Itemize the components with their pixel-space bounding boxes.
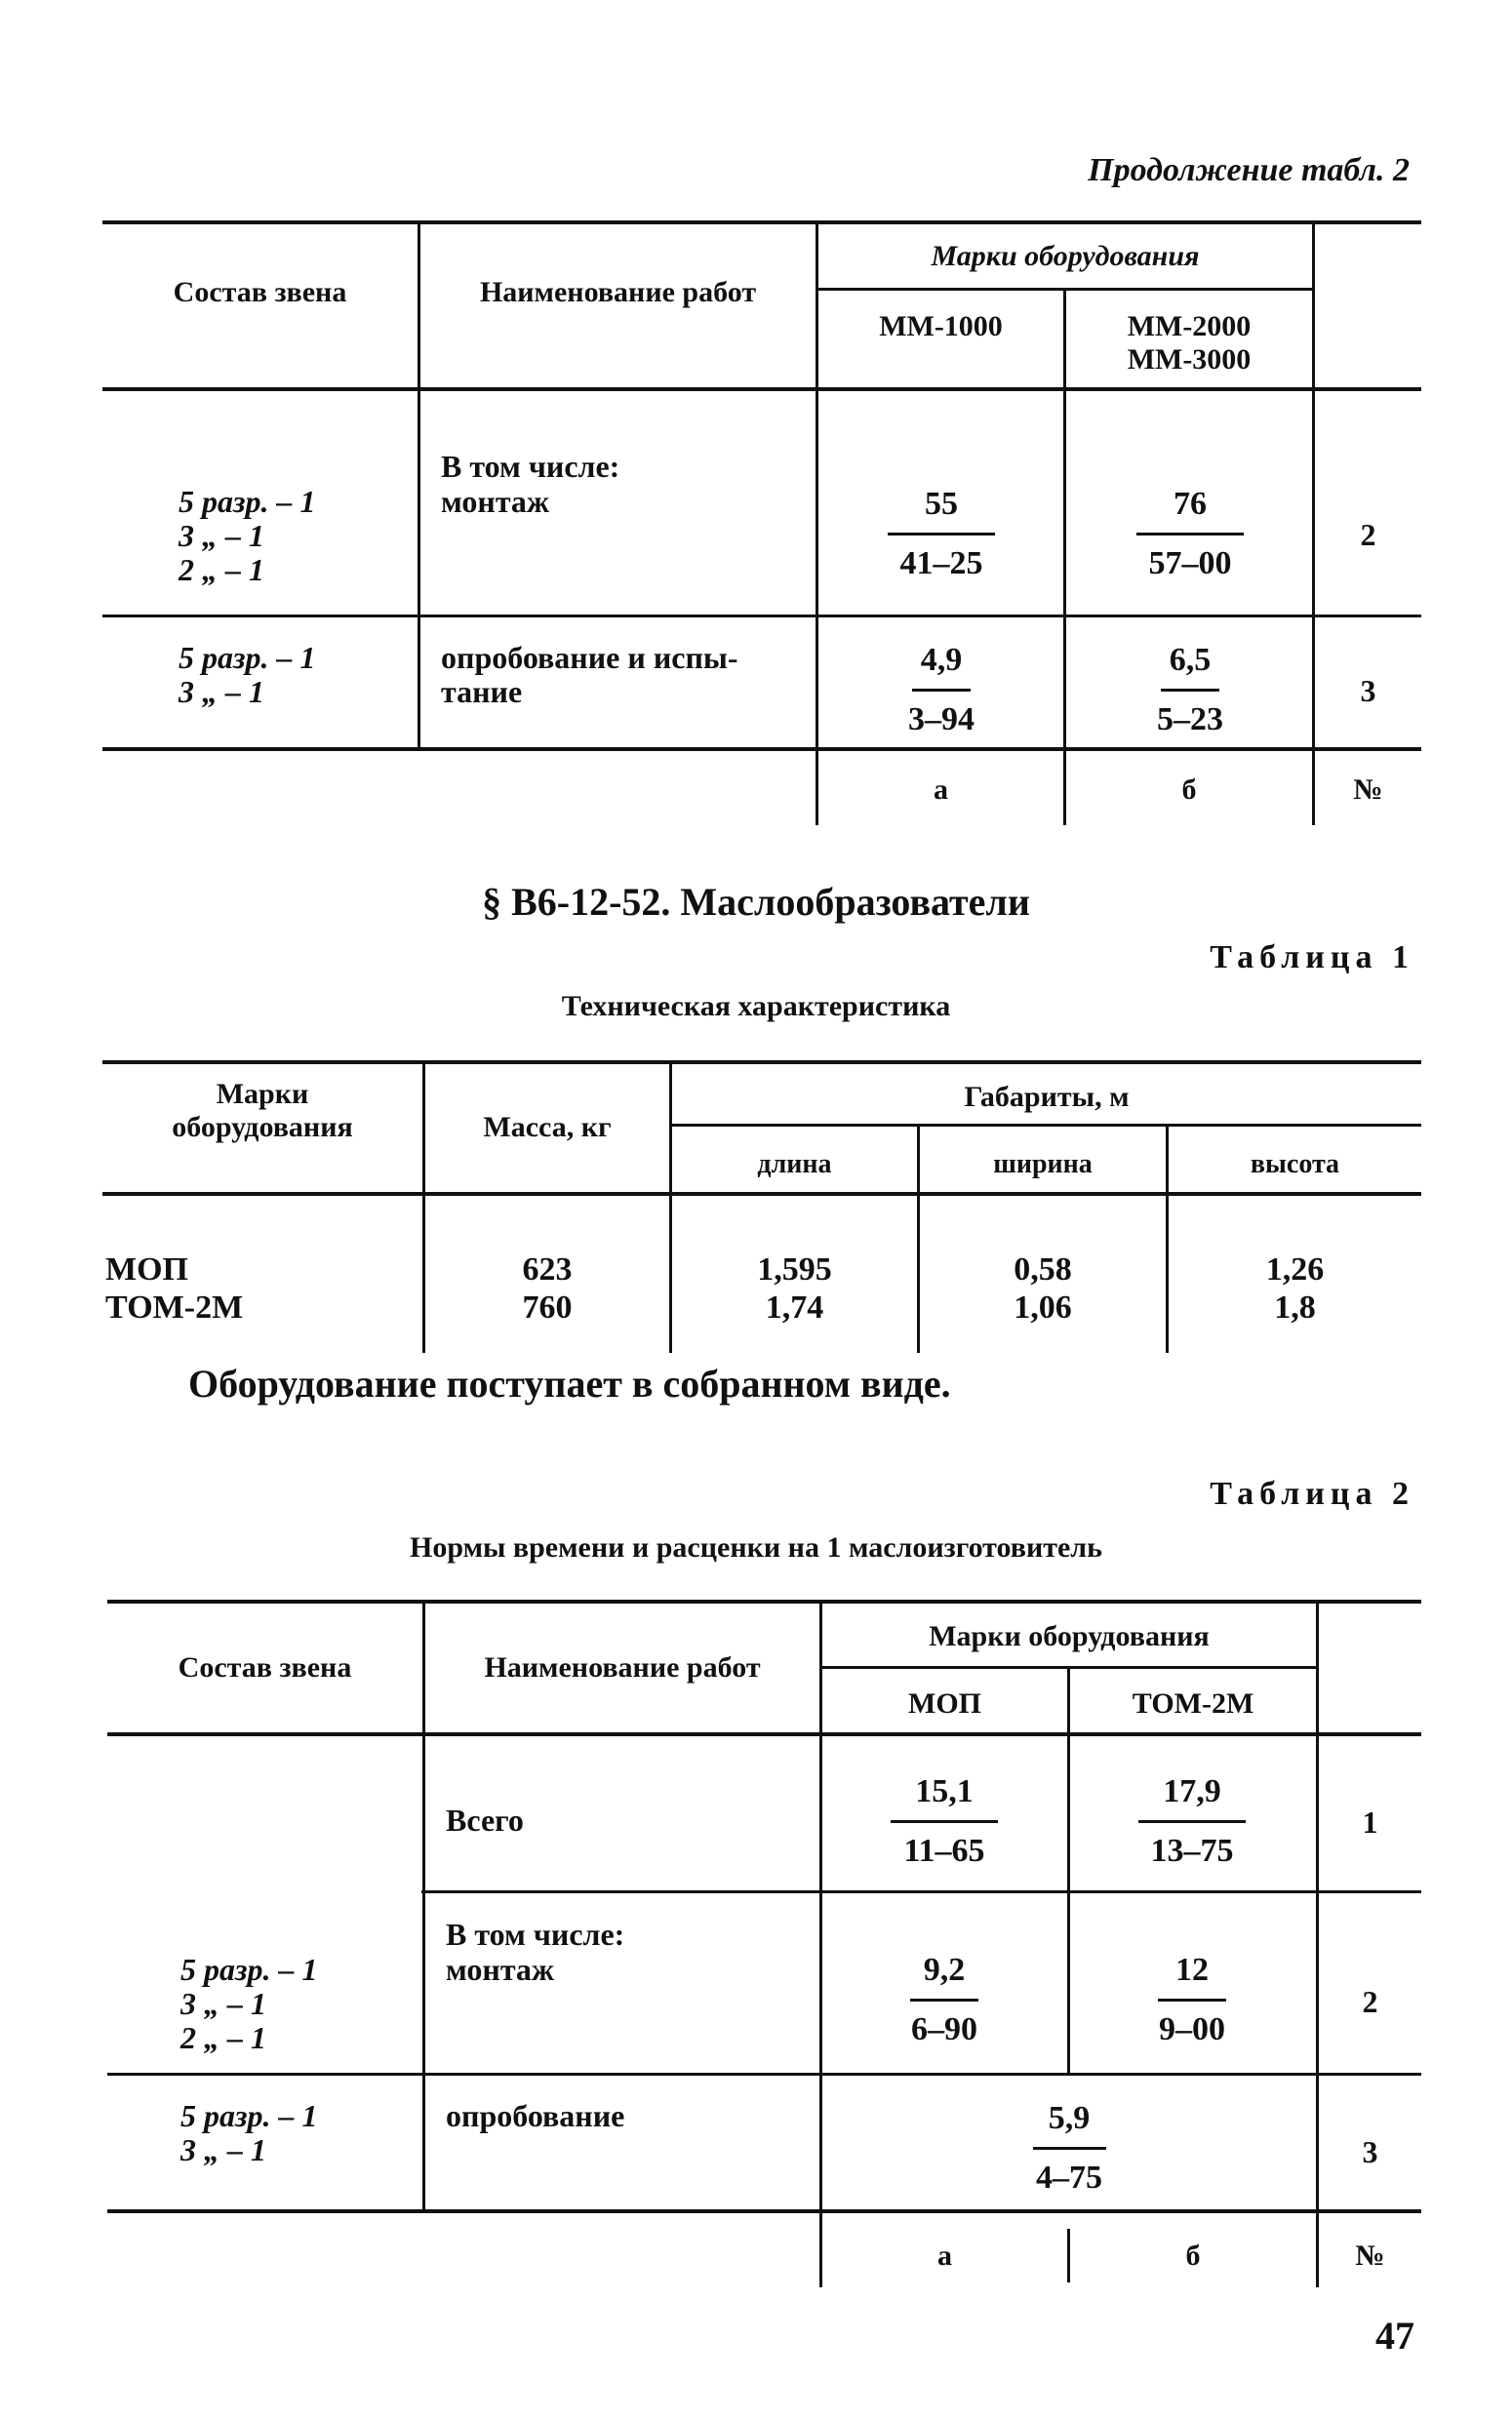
row-number: 2 (1360, 517, 1376, 552)
norm-value: 9,2 (923, 1952, 966, 1988)
col-marks-header: оборудования (172, 1111, 353, 1143)
norm-value: 12 (1175, 1952, 1209, 1988)
price-value: 5–23 (1157, 701, 1223, 737)
mass-cell: 760 (522, 1289, 573, 1326)
height-cell: 1,26 (1265, 1251, 1325, 1288)
col-a-header: МОП (908, 1687, 981, 1720)
price-value: 11–65 (903, 1833, 985, 1869)
norm-value: 76 (1174, 486, 1207, 522)
norm-value: 55 (925, 486, 958, 522)
norm-value: 4,9 (920, 642, 963, 678)
continuation-label: Продолжение табл. 2 (1088, 152, 1410, 188)
sostav-line: 2 „ – 1 (180, 2020, 266, 2055)
work-line: Всего (446, 1803, 524, 1838)
price-value: 9–00 (1159, 2011, 1225, 2047)
mass-cell: 623 (522, 1251, 573, 1288)
table2-caption: Нормы времени и расценки на 1 маслоизготовитель (410, 1531, 1102, 1564)
sostav-line: 2 „ – 1 (179, 552, 264, 587)
col-marks-header: Марки оборудования (931, 240, 1200, 272)
col-sostav-header: Состав звена (178, 1651, 352, 1684)
foot-b: б (1181, 774, 1197, 806)
work-line: монтаж (441, 484, 550, 519)
col-sostav-header: Состав звена (173, 276, 347, 308)
mark-cell: МОП (105, 1251, 188, 1288)
col-b-header: ТОМ-2М (1132, 1687, 1254, 1720)
rate-fraction (1134, 1775, 1251, 1868)
sostav-line: 5 разр. – 1 (179, 640, 316, 675)
norm-value: 6,5 (1169, 642, 1212, 678)
col-marks-header: Марки оборудования (929, 1620, 1210, 1652)
note-text: Оборудование поступает в собранном виде. (188, 1362, 951, 1406)
price-value: 4–75 (1036, 2160, 1102, 2196)
length-cell: 1,595 (757, 1251, 832, 1288)
page-number: 47 (1375, 2314, 1414, 2358)
price-value: 3–94 (908, 701, 975, 737)
sostav-line: 3 „ – 1 (180, 1986, 266, 2021)
rate-fraction (886, 1775, 1003, 1868)
work-line: тание (441, 674, 523, 709)
col-dims-header: Габариты, м (964, 1081, 1130, 1113)
rate-fraction (1011, 2102, 1128, 2195)
table1-label: Таблица 1 (1210, 939, 1414, 975)
sostav-line: 5 разр. – 1 (179, 484, 316, 519)
row-number: 3 (1360, 673, 1376, 708)
row-number: 3 (1362, 2134, 1378, 2169)
norm-value: 17,9 (1163, 1773, 1221, 1809)
foot-no: № (1355, 2240, 1385, 2272)
height-cell: 1,8 (1274, 1289, 1316, 1326)
mark-cell: ТОМ-2М (105, 1289, 244, 1326)
col-height-header: высота (1250, 1149, 1340, 1179)
work-line: опробование (446, 2098, 625, 2133)
row-number: 2 (1362, 1984, 1378, 2019)
work-line: В том числе: (446, 1917, 625, 1952)
col-a-header: ММ-1000 (879, 310, 1003, 342)
col-b-header-2: ММ-3000 (1127, 343, 1252, 376)
col-work-header: Наименование работ (479, 276, 757, 308)
sostav-line: 3 „ – 1 (180, 2132, 266, 2167)
work-line: монтаж (446, 1952, 555, 1987)
rate-fraction (883, 488, 1000, 580)
col-b-header-1: ММ-2000 (1127, 310, 1252, 342)
norm-value: 15,1 (915, 1773, 974, 1809)
price-value: 6–90 (911, 2011, 977, 2047)
price-value: 57–00 (1148, 545, 1232, 581)
table1-caption: Техническая характеристика (561, 990, 951, 1022)
col-marks-header: Марки (216, 1078, 309, 1110)
section-title: § В6-12-52. Маслообразователи (482, 880, 1030, 924)
row-number: 1 (1362, 1805, 1378, 1840)
rate-fraction (1132, 644, 1249, 736)
width-cell: 1,06 (1014, 1289, 1072, 1326)
col-length-header: длина (757, 1149, 832, 1179)
foot-a: а (934, 774, 948, 806)
foot-no: № (1353, 774, 1383, 806)
col-mass-header: Масса, кг (483, 1111, 612, 1143)
col-width-header: ширина (993, 1149, 1093, 1179)
foot-a: а (937, 2240, 952, 2272)
sostav-line: 5 разр. – 1 (180, 2098, 318, 2133)
price-value: 41–25 (899, 545, 983, 581)
price-value: 13–75 (1150, 1833, 1234, 1869)
sostav-line: 3 „ – 1 (179, 518, 264, 553)
rate-fraction (1134, 1954, 1251, 2046)
length-cell: 1,74 (765, 1289, 824, 1326)
table2-label: Таблица 2 (1210, 1476, 1414, 1512)
work-line: В том числе: (441, 449, 620, 484)
rate-fraction (883, 644, 1000, 736)
rate-fraction (1132, 488, 1249, 580)
work-line: опробование и испы- (441, 640, 738, 675)
width-cell: 0,58 (1014, 1251, 1072, 1288)
col-work-header: Наименование работ (484, 1651, 761, 1684)
sostav-line: 3 „ – 1 (179, 674, 264, 709)
rate-fraction (886, 1954, 1003, 2046)
sostav-line: 5 разр. – 1 (180, 1952, 318, 1987)
norm-value: 5,9 (1048, 2100, 1091, 2136)
foot-b: б (1185, 2240, 1201, 2272)
